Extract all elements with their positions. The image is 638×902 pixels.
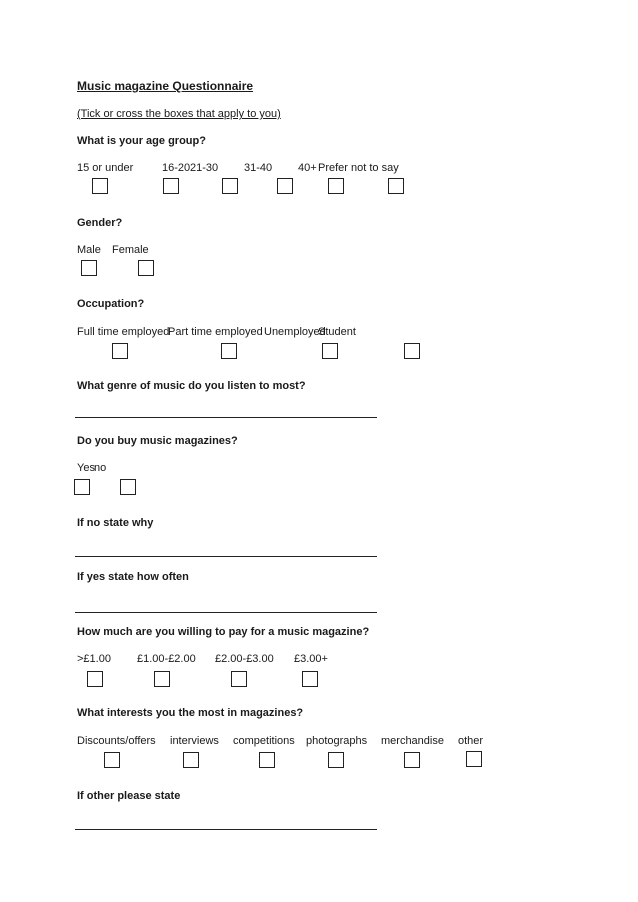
- age-option-label: 15 or under: [77, 162, 134, 174]
- interests-checkbox[interactable]: [328, 752, 344, 768]
- gender-checkbox[interactable]: [138, 260, 154, 276]
- if-yes-answer-line[interactable]: [75, 612, 377, 613]
- age-option-label: 40+: [298, 162, 317, 174]
- occupation-checkbox[interactable]: [322, 343, 338, 359]
- interests-checkbox[interactable]: [466, 751, 482, 767]
- buy-checkbox[interactable]: [120, 479, 136, 495]
- interests-option-label: other: [458, 735, 484, 747]
- price-checkbox[interactable]: [87, 671, 103, 687]
- price-option-label: £2.00-£3.00: [215, 653, 274, 665]
- buy-option-label: Yes: [77, 462, 95, 474]
- interests-option-label: competitions: [233, 735, 295, 747]
- age-checkbox[interactable]: [328, 178, 344, 194]
- interests-option-label: merchandise: [381, 735, 444, 747]
- price-option-label: £3.00+: [294, 653, 328, 665]
- age-checkbox[interactable]: [277, 178, 293, 194]
- interests-checkbox[interactable]: [404, 752, 420, 768]
- genre-question: What genre of music do you listen to most?: [77, 380, 306, 392]
- instructions-text: (Tick or cross the boxes that apply to you): [77, 108, 281, 120]
- page-title: Music magazine Questionnaire: [77, 79, 254, 93]
- other-question: If other please state: [77, 790, 181, 802]
- interests-checkbox[interactable]: [104, 752, 120, 768]
- interests-question: What interests you the most in magazines?: [77, 707, 304, 719]
- age-option-label: 21-30: [190, 162, 219, 174]
- age-question: What is your age group?: [77, 135, 206, 147]
- occupation-question: Occupation?: [77, 298, 145, 310]
- if-no-answer-line[interactable]: [75, 556, 377, 557]
- price-option-label: >£1.00: [77, 653, 111, 665]
- interests-option-label: Discounts/offers: [77, 735, 156, 747]
- if-no-question: If no state why: [77, 517, 154, 529]
- gender-checkbox[interactable]: [81, 260, 97, 276]
- price-option-label: £1.00-£2.00: [137, 653, 196, 665]
- occupation-option-label: Unemployed: [264, 326, 326, 338]
- genre-answer-line[interactable]: [75, 417, 377, 418]
- buy-option-label: no: [94, 462, 107, 474]
- age-checkbox[interactable]: [92, 178, 108, 194]
- price-question: How much are you willing to pay for a music magazine?: [77, 626, 370, 638]
- occupation-option-label: Part time employed: [168, 326, 263, 338]
- occupation-option-label: Full time employed: [77, 326, 170, 338]
- buy-checkbox[interactable]: [74, 479, 90, 495]
- if-yes-question: If yes state how often: [77, 571, 189, 583]
- interests-checkbox[interactable]: [259, 752, 275, 768]
- occupation-checkbox[interactable]: [112, 343, 128, 359]
- age-option-label: 16-20: [162, 162, 191, 174]
- gender-question: Gender?: [77, 217, 123, 229]
- age-option-label: Prefer not to say: [318, 162, 399, 174]
- interests-checkbox[interactable]: [183, 752, 199, 768]
- age-checkbox[interactable]: [388, 178, 404, 194]
- price-checkbox[interactable]: [231, 671, 247, 687]
- gender-option-label: Female: [112, 244, 149, 256]
- interests-option-label: photographs: [306, 735, 368, 747]
- gender-option-label: Male: [77, 244, 101, 256]
- age-option-label: 31-40: [244, 162, 273, 174]
- other-answer-line[interactable]: [75, 829, 377, 830]
- buy-question: Do you buy music magazines?: [77, 435, 238, 447]
- occupation-checkbox[interactable]: [221, 343, 237, 359]
- interests-option-label: interviews: [170, 735, 219, 747]
- occupation-option-label: Student: [318, 326, 356, 338]
- age-checkbox[interactable]: [222, 178, 238, 194]
- price-checkbox[interactable]: [154, 671, 170, 687]
- occupation-checkbox[interactable]: [404, 343, 420, 359]
- age-checkbox[interactable]: [163, 178, 179, 194]
- price-checkbox[interactable]: [302, 671, 318, 687]
